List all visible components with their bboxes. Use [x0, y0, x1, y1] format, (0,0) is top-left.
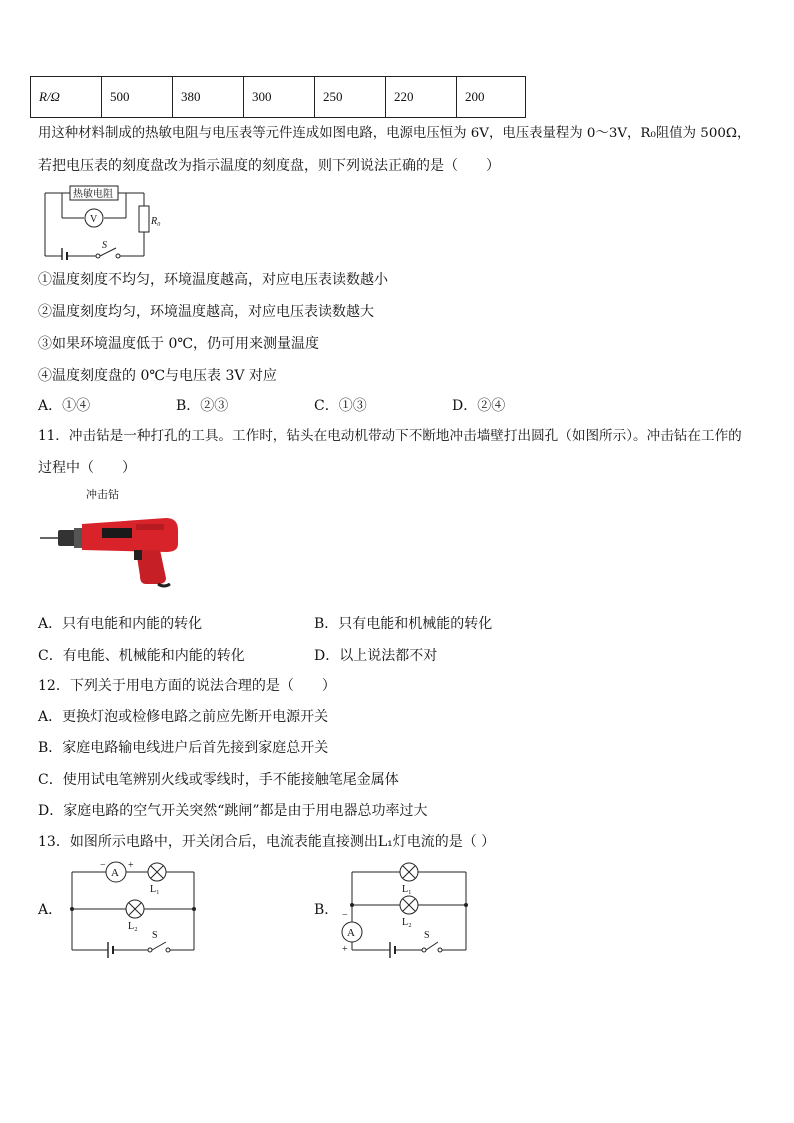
drill-image-caption: 冲击钻 — [86, 488, 119, 501]
q12-stem: 12．下列关于用电方面的说法合理的是（ ） — [38, 678, 336, 694]
table-cell: 300 — [244, 77, 315, 118]
table-row — [31, 77, 526, 118]
ammeter-plus-label: + — [342, 944, 348, 955]
switch-label: S — [102, 240, 107, 251]
circuit-diagram-a — [60, 858, 210, 958]
r0-label: R₀ — [151, 216, 161, 227]
q10-statement-3: ③如果环境温度低于 0℃，仍可用来测量温度 — [38, 336, 320, 352]
lamp-l1-label: L₁ — [150, 884, 160, 895]
lamp-l2-label: L₂ — [402, 917, 412, 928]
r0-resistor — [139, 206, 149, 232]
q13-option-b: B． — [314, 902, 339, 918]
q11-option-d: D．以上说法都不对 — [314, 648, 438, 664]
thermistor-circuit-diagram — [40, 184, 170, 260]
lamp-l2-label: L₂ — [128, 921, 138, 932]
q10-statement-1: ①温度刻度不均匀，环境温度越高，对应电压表读数越小 — [38, 272, 388, 288]
lamp-l1-label: L₁ — [402, 884, 412, 895]
q11-option-a: A．只有电能和内能的转化 — [38, 616, 203, 632]
q10-stem-line2: 若把电压表的刻度盘改为指示温度的刻度盘，则下列说法正确的是（ ） — [38, 158, 500, 174]
q13-option-a: A． — [38, 902, 63, 918]
switch-label: S — [152, 930, 158, 941]
switch-label: S — [424, 930, 430, 941]
table-cell: 500 — [102, 77, 173, 118]
table-cell: 250 — [315, 77, 386, 118]
q11-stem-line1: 11．冲击钻是一种打孔的工具。工作时，钻头在电动机带动下不断地冲击墙壁打出圆孔（如图所示）。冲击钻在工作的 — [38, 428, 742, 444]
q12-option-d: D．家庭电路的空气开关突然“跳闸”都是由于用电器总功率过大 — [38, 803, 428, 819]
q10-option-c: C．①③ — [314, 398, 367, 414]
table-cell: 380 — [173, 77, 244, 118]
impact-drill-image — [38, 504, 188, 590]
q10-stem-line1: 用这种材料制成的热敏电阻与电压表等元件连成如图电路，电源电压恒为 6V，电压表量程为 0～3V，R₀阻值为 500Ω， — [38, 126, 751, 141]
ammeter-plus-label: + — [128, 860, 134, 871]
q12-option-a: A．更换灯泡或检修电路之前应先断开电源开关 — [38, 709, 329, 725]
q11-option-b: B．只有电能和机械能的转化 — [314, 616, 493, 632]
q10-option-b: B．②③ — [176, 398, 229, 414]
q10-option-d: D．②④ — [452, 398, 506, 414]
q11-option-c: C．有电能、机械能和内能的转化 — [38, 648, 245, 664]
q12-option-b: B．家庭电路输电线进户后首先接到家庭总开关 — [38, 740, 329, 756]
voltmeter-label: V — [90, 214, 98, 225]
q12-option-c: C．使用试电笔辨别火线或零线时，手不能接触笔尾金属体 — [38, 772, 399, 788]
ammeter-label: A — [111, 867, 119, 879]
q10-option-a: A．①④ — [38, 398, 91, 414]
circuit-diagram-b — [336, 858, 476, 958]
q10-statement-2: ②温度刻度均匀，环境温度越高，对应电压表读数越大 — [38, 304, 374, 320]
resistance-table — [30, 76, 526, 118]
ammeter-minus-label: − — [342, 910, 348, 921]
q10-statement-4: ④温度刻度盘的 0℃与电压表 3V 对应 — [38, 368, 277, 384]
ammeter-label: A — [347, 927, 355, 939]
q11-stem-line2: 过程中（ ） — [38, 460, 136, 476]
thermistor-label: 热敏电阻 — [73, 189, 113, 200]
table-cell: 200 — [457, 77, 526, 118]
q13-stem: 13．如图所示电路中，开关闭合后，电流表能直接测出L₁灯电流的是（ ） — [38, 834, 496, 850]
table-cell: 220 — [386, 77, 457, 118]
ammeter-minus-label: − — [100, 860, 106, 871]
table-header-cell: R/Ω — [31, 77, 102, 118]
